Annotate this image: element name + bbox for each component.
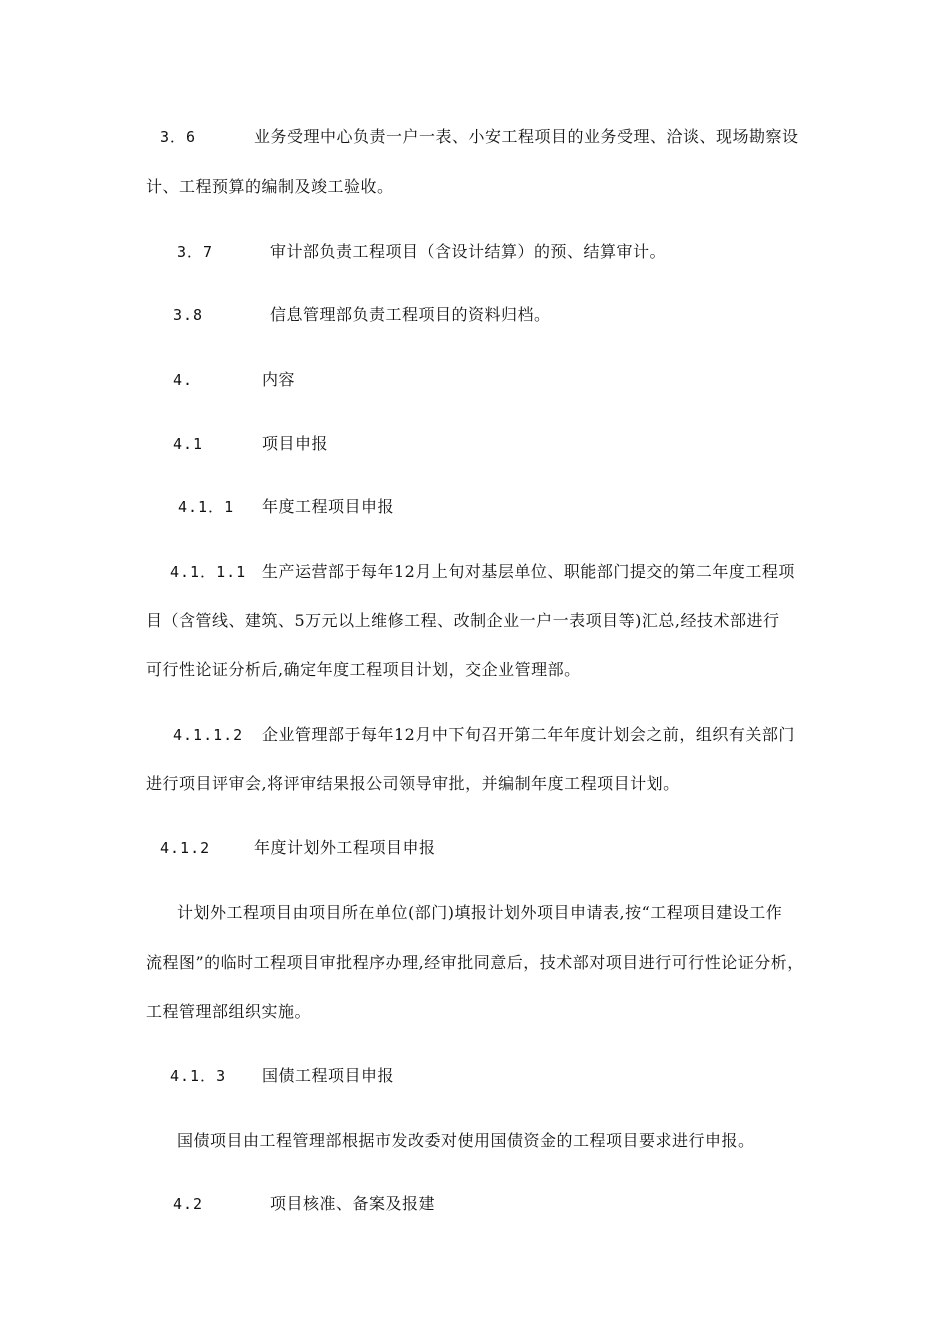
section-heading: 项目申报 bbox=[262, 434, 329, 453]
section-number: 4.1.1.2 bbox=[173, 726, 244, 744]
paragraph-text: 计划外工程项目由项目所在单位(部门)填报计划外项目申请表,按“工程项目建设工作 bbox=[177, 903, 783, 922]
section-heading: 年度工程项目申报 bbox=[262, 497, 395, 516]
section-heading: 国债工程项目申报 bbox=[262, 1066, 395, 1085]
section-heading: 内容 bbox=[262, 370, 296, 389]
section-text-continued: 计、工程预算的编制及竣工验收。 bbox=[146, 177, 394, 196]
section-text: 生产运营部于每年12月上旬对基层单位、职能部门提交的第二年度工程项 bbox=[262, 562, 795, 581]
paragraph-text: 国债项目由工程管理部根据市发改委对使用国债资金的工程项目要求进行申报。 bbox=[177, 1131, 755, 1150]
section-number: 4.1 bbox=[173, 435, 204, 453]
section-text-continued: 目（含管线、建筑、5万元以上维修工程、改制企业一户一表项目等)汇总,经技术部进行 bbox=[146, 611, 780, 630]
paragraph-text-continued: 流程图”的临时工程项目审批程序办理,经审批同意后，技术部对项目进行可行性论证分析， bbox=[146, 953, 804, 972]
section-number: 4.1．1 bbox=[178, 498, 235, 516]
section-text: 信息管理部负责工程项目的资料归档。 bbox=[270, 305, 551, 324]
section-number: 4.1.2 bbox=[160, 839, 211, 857]
section-number: 4.1．1.1 bbox=[170, 563, 247, 581]
section-heading: 年度计划外工程项目申报 bbox=[254, 838, 436, 857]
section-number: 3．6 bbox=[160, 128, 197, 146]
section-number: 3．7 bbox=[177, 243, 214, 261]
section-number: 3.8 bbox=[173, 306, 204, 324]
section-number: 4. bbox=[173, 371, 194, 389]
section-heading: 项目核准、备案及报建 bbox=[270, 1194, 436, 1213]
section-text: 审计部负责工程项目（含设计结算）的预、结算审计。 bbox=[270, 242, 667, 261]
section-text: 业务受理中心负责一户一表、小安工程项目的业务受理、洽谈、现场勘察设 bbox=[254, 127, 799, 146]
section-number: 4.2 bbox=[173, 1195, 204, 1213]
paragraph-text-continued: 工程管理部组织实施。 bbox=[146, 1002, 312, 1021]
section-number: 4.1．3 bbox=[170, 1067, 227, 1085]
section-text: 企业管理部于每年12月中下旬召开第二年年度计划会之前，组织有关部门 bbox=[262, 725, 795, 744]
section-text-continued: 进行项目评审会,将评审结果报公司领导审批，并编制年度工程项目计划。 bbox=[146, 774, 680, 793]
section-text-continued: 可行性论证分析后,确定年度工程项目计划，交企业管理部。 bbox=[146, 660, 581, 679]
